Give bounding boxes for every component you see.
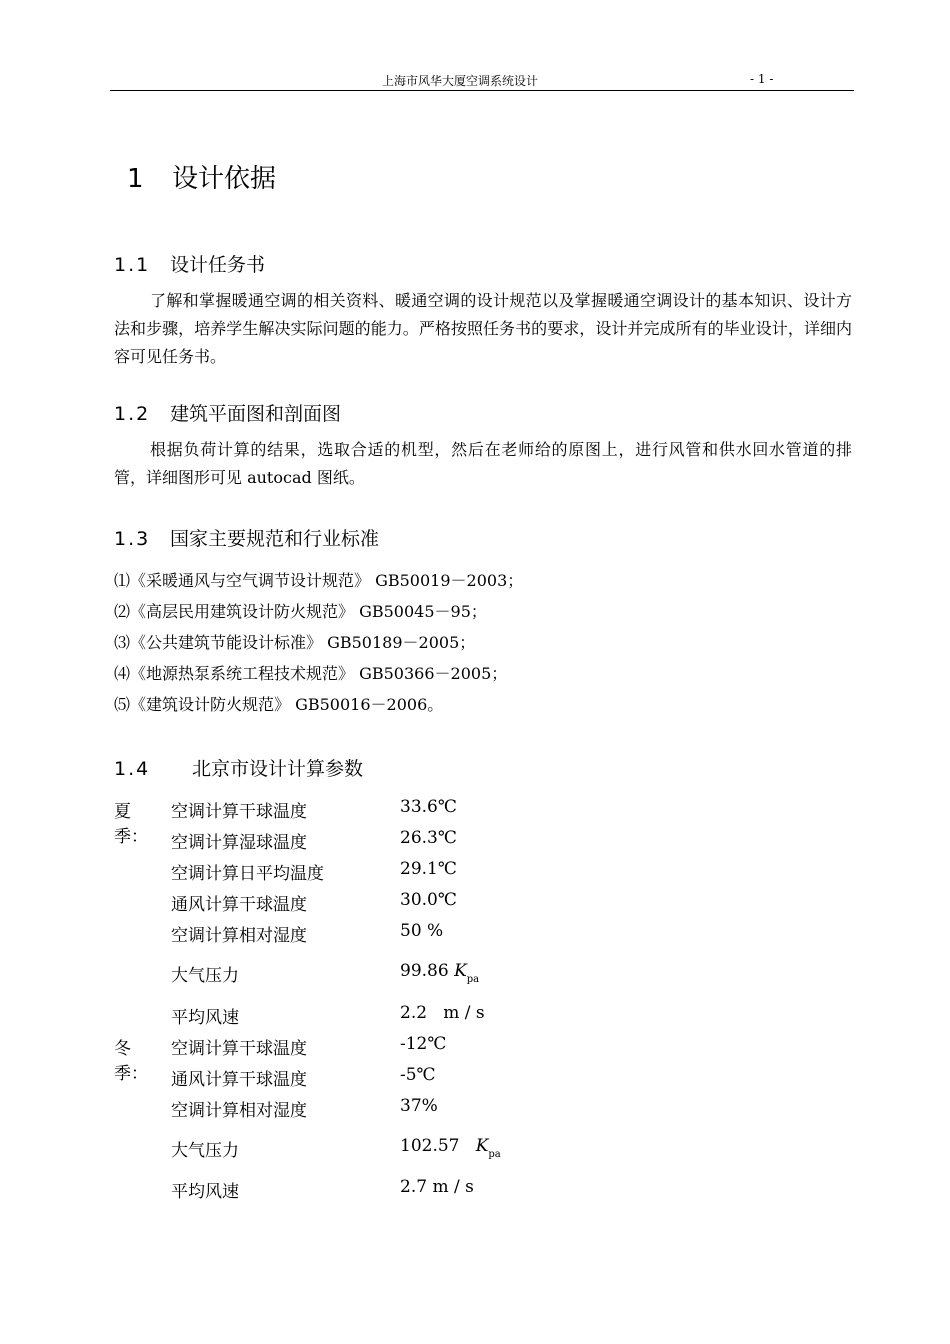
standard-item: ⑴《采暖通风与空气调节设计规范》 GB50019－2003； (114, 571, 524, 590)
param-value: 50 % (400, 921, 444, 941)
param-value: 33.6℃ (400, 797, 457, 817)
param-name: 空调计算湿球温度 (171, 833, 307, 853)
param-value: 29.1℃ (400, 859, 457, 879)
standard-item: ⑶《公共建筑节能设计标准》 GB50189－2005； (114, 633, 476, 652)
param-value: 30.0℃ (400, 890, 457, 910)
param-value: 26.3℃ (400, 828, 457, 848)
param-name: 平均风速 (171, 1182, 239, 1202)
param-name: 通风计算干球温度 (171, 1070, 307, 1090)
param-name: 空调计算相对湿度 (171, 926, 307, 946)
param-value-number: 99.86 (400, 961, 455, 981)
chapter-title: 设计依据 (172, 164, 277, 194)
section-heading-1-4 (114, 754, 363, 781)
page-header (110, 72, 854, 91)
unit-symbol: K (475, 1136, 489, 1156)
section-title: 北京市设计计算参数 (192, 758, 364, 780)
param-value: 2.2 m / s (400, 1003, 485, 1023)
season-label-winter: 冬季： (114, 1039, 148, 1084)
standard-item: ⑷《地源热泵系统工程技术规范》 GB50366－2005； (114, 664, 508, 683)
param-name: 空调计算干球温度 (171, 1039, 307, 1059)
param-value: -5℃ (400, 1065, 436, 1085)
section-heading-1-1 (114, 250, 265, 277)
season-label-summer: 夏季： (114, 802, 148, 847)
section-title: 国家主要规范和行业标准 (170, 528, 380, 550)
section-number: 1.4 (114, 758, 151, 780)
standard-item: ⑸《建筑设计防火规范》 GB50016－2006。 (114, 695, 444, 714)
unit-subscript: pa (466, 974, 480, 985)
param-value (400, 961, 479, 985)
chapter-number: 1 (127, 164, 144, 194)
section-number: 1.1 (114, 254, 151, 276)
section-1-1-paragraph: 了解和掌握暖通空调的相关资料、暖通空调的设计规范以及掌握暖通空调设计的基本知识、设计方法和步骤，培养学生解决实际问题的能力。严格按照任务书的要求，设计并完成所有的毕业设计，详细内容可见任务书。 (114, 291, 852, 366)
param-value-number: 102.57 (400, 1136, 476, 1156)
page-number: - 1 - (750, 72, 774, 86)
param-value: -12℃ (400, 1034, 447, 1054)
section-1-2-paragraph: 根据负荷计算的结果，选取合适的机型，然后在老师给的原图上，进行风管和供水回水管道的排管，详细图形可见 autocad 图纸。 (114, 440, 852, 487)
section-heading-1-2 (114, 399, 341, 426)
unit-symbol: K (454, 961, 467, 981)
param-value: 2.7 m / s (400, 1177, 474, 1197)
param-value: 37% (400, 1096, 438, 1116)
section-title: 设计任务书 (170, 254, 266, 276)
param-name: 空调计算相对湿度 (171, 1101, 307, 1121)
standard-item: ⑵《高层民用建筑设计防火规范》 GB50045－95； (114, 602, 487, 621)
param-name: 空调计算日平均温度 (171, 864, 324, 884)
section-number: 1.3 (114, 528, 151, 550)
param-name: 通风计算干球温度 (171, 895, 307, 915)
section-heading-1-3 (114, 524, 379, 551)
section-title: 建筑平面图和剖面图 (170, 403, 342, 425)
param-name: 大气压力 (171, 966, 239, 986)
header-title: 上海市风华大厦空调系统设计 (382, 74, 539, 88)
unit-subscript: pa (488, 1149, 501, 1160)
param-value (400, 1136, 501, 1160)
section-number: 1.2 (114, 403, 151, 425)
param-name: 平均风速 (171, 1008, 239, 1028)
param-name: 大气压力 (171, 1141, 239, 1161)
param-name: 空调计算干球温度 (171, 802, 307, 822)
chapter-heading (127, 158, 276, 195)
